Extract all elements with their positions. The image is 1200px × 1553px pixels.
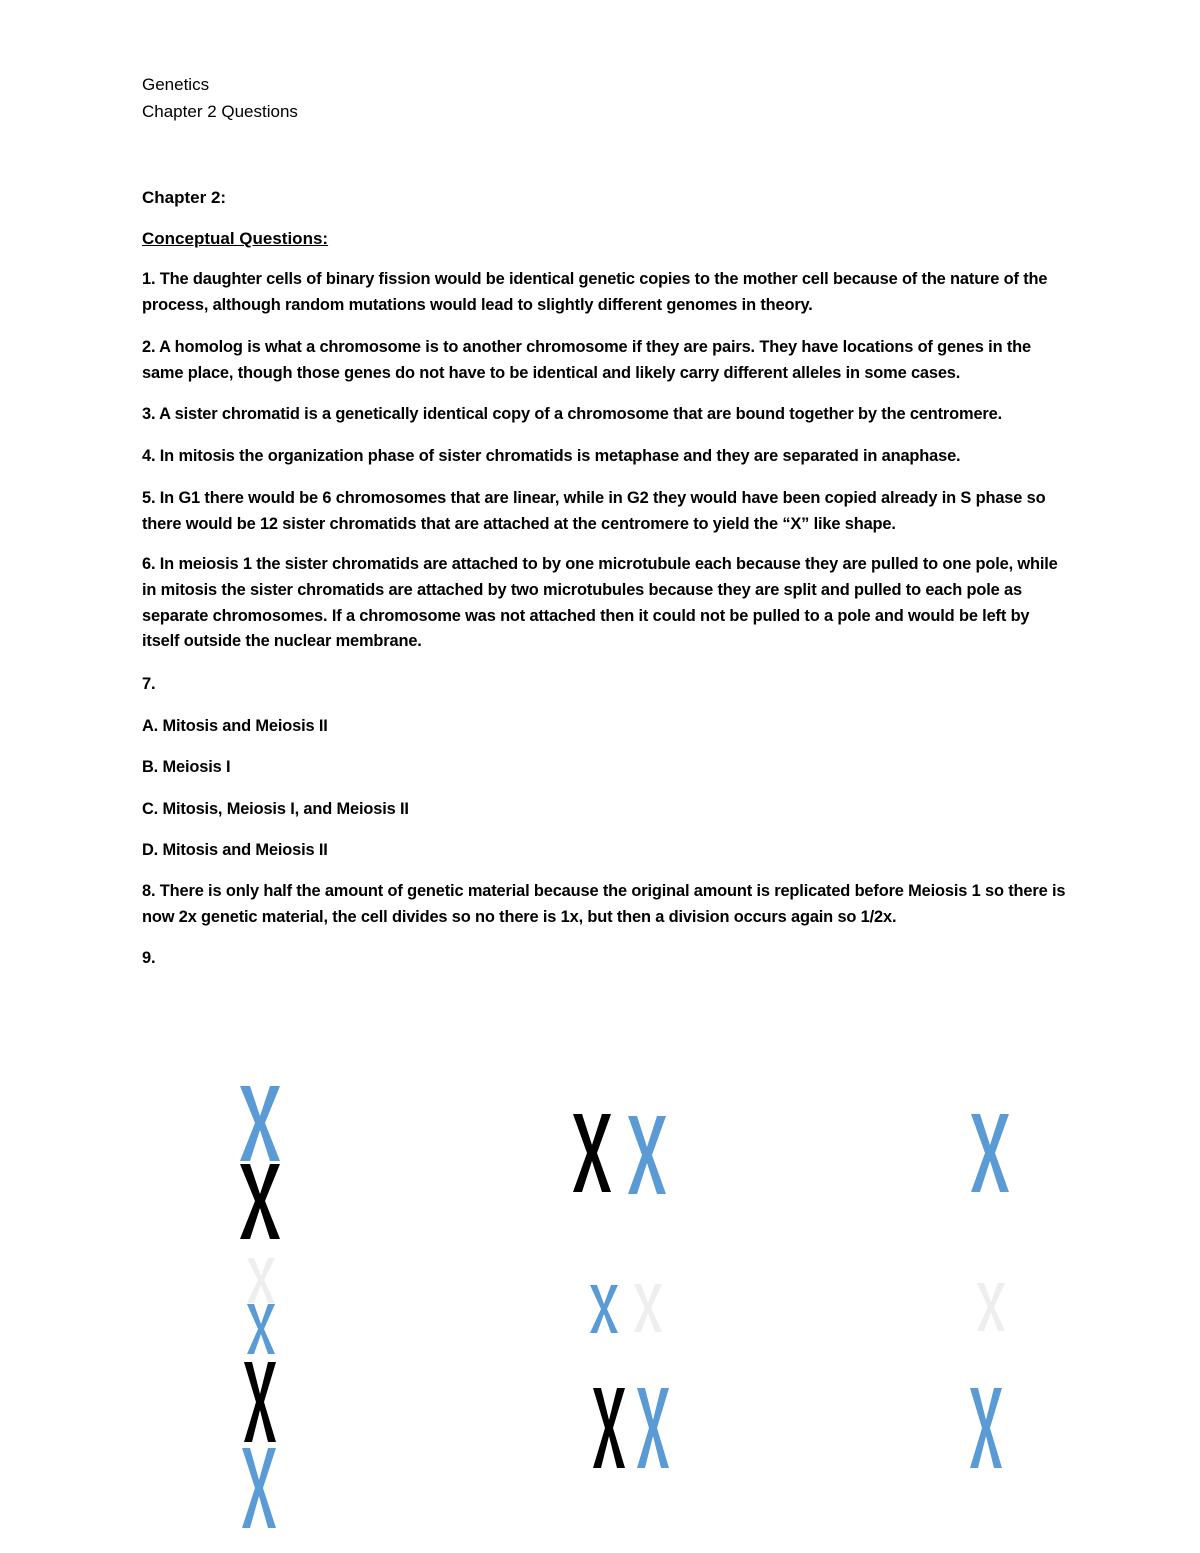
answer-7: 7. <box>142 675 156 693</box>
answer-7b: B. Meiosis I <box>142 758 231 776</box>
answer-7d: D. Mitosis and Meiosis II <box>142 841 328 859</box>
answer-4: 4. In mitosis the organization phase of sister chromatids is metaphase and they are separated in anaphase. <box>142 447 961 465</box>
chromosome-x-icon <box>244 1304 278 1354</box>
chromosome-x-icon <box>587 1285 621 1333</box>
chromosome-x-icon <box>589 1388 629 1468</box>
chromosome-x-icon <box>236 1086 284 1161</box>
chromosome-x-icon <box>966 1388 1006 1468</box>
chromosome-x-icon <box>236 1164 284 1239</box>
answer-2: 2. A homolog is what a chromosome is to another chromosome if they are pairs. They have locations of genes in the same place, though those genes do not have to be identical and likely carry different alleles in some cases. <box>142 338 1031 382</box>
chromosome-x-icon <box>624 1116 670 1194</box>
chromosome-x-icon <box>633 1388 673 1468</box>
answer-5: 5. In G1 there would be 6 chromosomes that are linear, while in G2 they would have been copied already in S phase so there would be 12 sister chromatids that are attached at the centromere to yield the “X” like shape. <box>142 489 1046 533</box>
answer-7c: C. Mitosis, Meiosis I, and Meiosis II <box>142 800 409 818</box>
answer-6: 6. In meiosis 1 the sister chromatids are attached to by one microtubule each because they are pulled to one pole, while in mitosis the sister chromatids are attached by two microtubules because they are split and pulled to each pole as separate chromosomes. If a chromosome was not attached then it could not be pulled to a pole and would be left by itself outside the nuclear membrane. <box>142 555 1058 651</box>
chromosome-x-icon <box>240 1362 280 1442</box>
document-subtitle: Chapter 2 Questions <box>142 102 298 121</box>
answer-3: 3. A sister chromatid is a genetically identical copy of a chromosome that are bound together by the centromere. <box>142 405 1003 423</box>
chromosome-x-icon <box>967 1114 1013 1192</box>
chromosome-x-icon <box>974 1283 1008 1331</box>
answer-7a: A. Mitosis and Meiosis II <box>142 717 328 735</box>
answer-1: 1. The daughter cells of binary fission would be identical genetic copies to the mother cell because of the nature of the process, although random mutations would lead to slightly different genomes in theory. <box>142 270 1048 314</box>
chromosome-x-icon <box>569 1114 615 1192</box>
chromosome-x-icon <box>631 1284 665 1332</box>
answer-9: 9. <box>142 949 156 967</box>
course-title: Genetics <box>142 75 210 94</box>
answer-8: 8. There is only half the amount of genetic material because the original amount is replicated before Meiosis 1 so there is now 2x genetic material, the cell divides so no there is 1x, but then a division occurs again so 1/2x. <box>142 882 1066 926</box>
chapter-heading: Chapter 2: <box>142 188 227 207</box>
section-heading: Conceptual Questions: <box>142 229 329 248</box>
chromosome-x-icon <box>244 1258 278 1303</box>
chromosome-x-icon <box>238 1448 280 1528</box>
